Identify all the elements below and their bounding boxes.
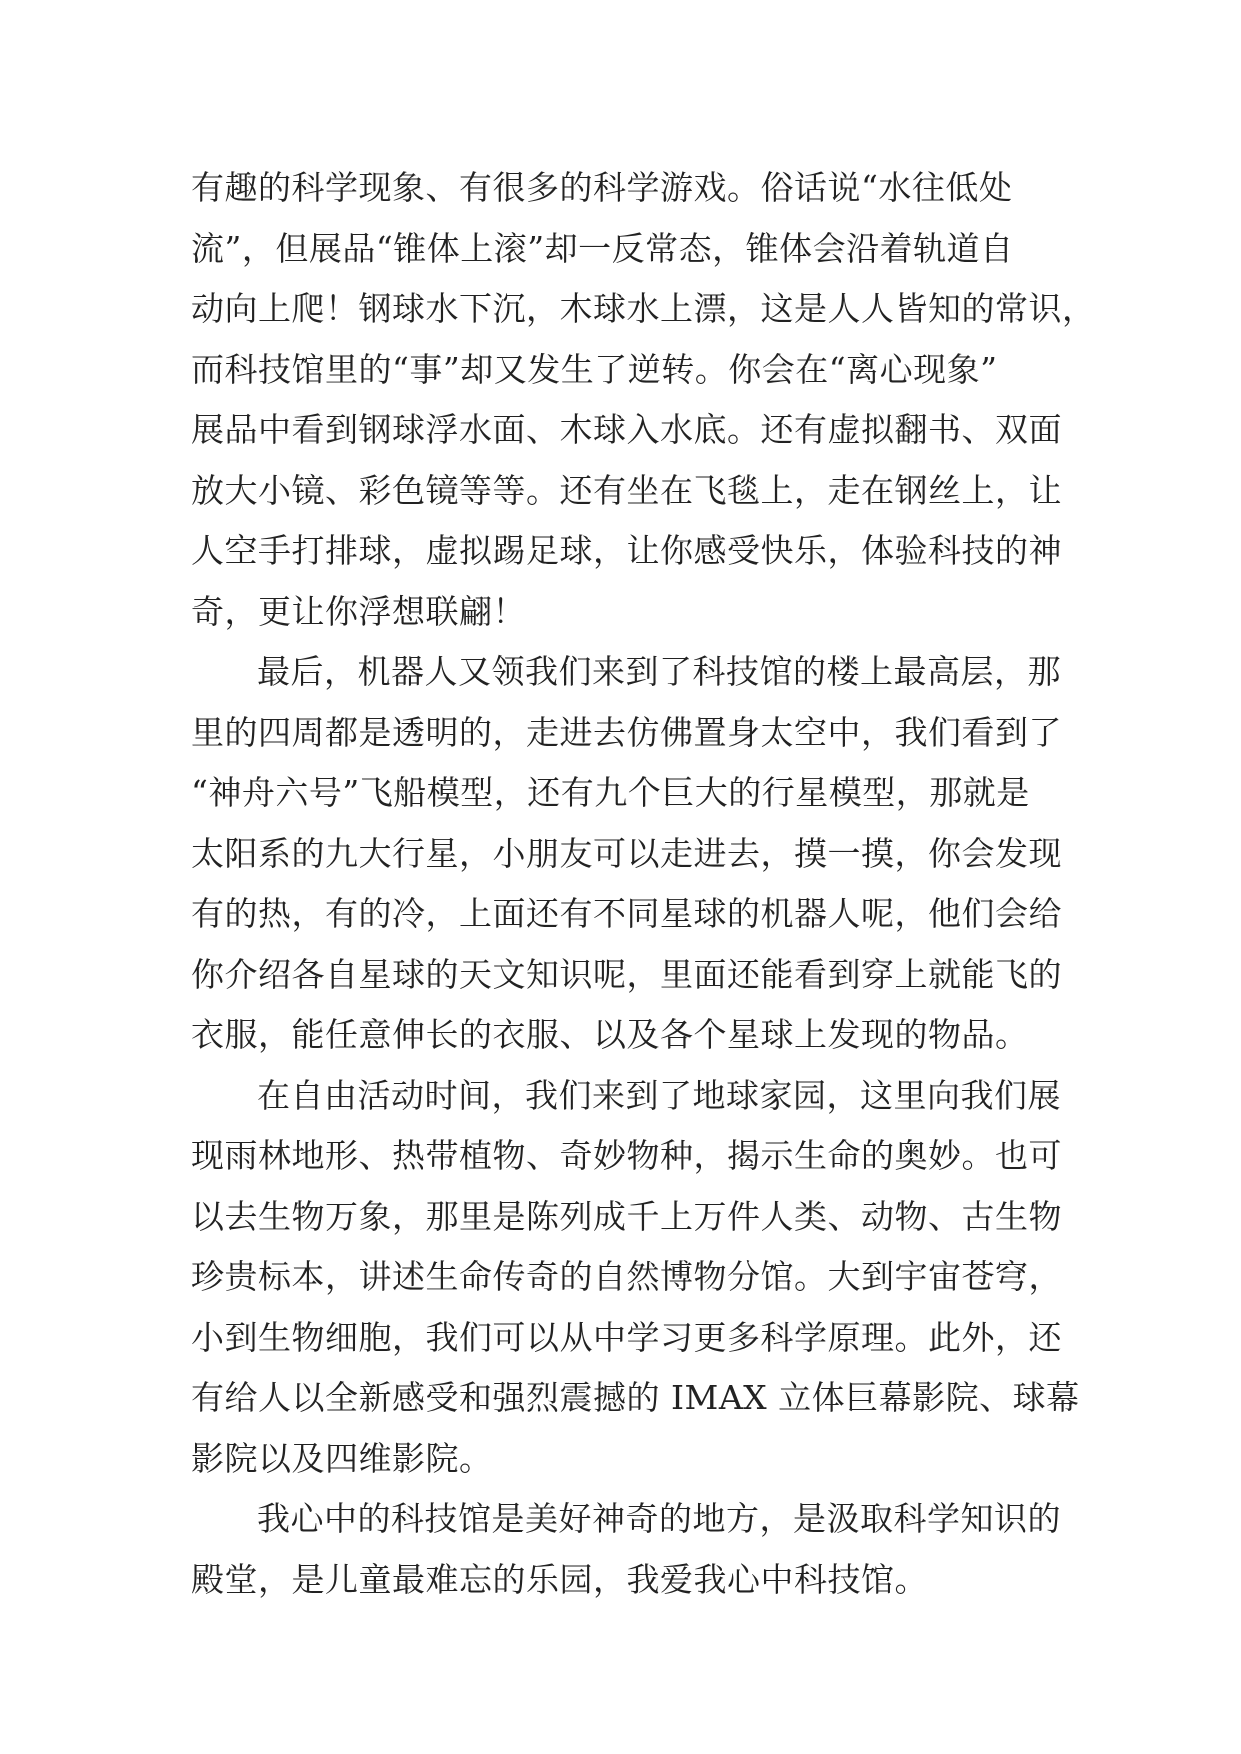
text-line: 以去生物万象，那里是陈列成千上万件人类、动物、古生物 <box>191 1196 1062 1236</box>
text-line: 里的四周都是透明的，走进去仿佛置身太空中，我们看到了 <box>191 712 1062 752</box>
paragraph-1 <box>191 158 1096 642</box>
text-line: “神舟六号”飞船模型，还有九个巨大的行星模型，那就是 <box>191 773 1030 812</box>
text-line: 而科技馆里的“事”却又发生了逆转。你会在“离心现象” <box>191 349 998 389</box>
text-line: 有给人以全新感受和强烈震撼的 IMAX 立体巨幕影院、球幕 <box>191 1378 1080 1417</box>
paragraph-2 <box>191 642 1062 1066</box>
text-line: 殿堂，是儿童最难忘的乐园，我爱我心中科技馆。 <box>191 1559 928 1599</box>
text-line: 动向上爬！钢球水下沉，木球水上漂，这是人人皆知的常识， <box>191 289 1096 328</box>
paragraph-4 <box>191 1489 1061 1610</box>
text-line: 影院以及四维影院。 <box>191 1438 493 1478</box>
text-line: 我心中的科技馆是美好神奇的地方，是汲取科学知识的 <box>257 1499 1061 1538</box>
text-line: 珍贵标本，讲述生命传奇的自然博物分馆。大到宇宙苍穹， <box>191 1257 1062 1296</box>
document-page <box>191 158 1096 1610</box>
text-line: 现雨林地形、热带植物、奇妙物种，揭示生命的奥妙。也可 <box>191 1136 1062 1175</box>
text-line: 人空手打排球，虚拟踢足球，让你感受快乐，体验科技的神 <box>191 531 1062 570</box>
text-line: 流”，但展品“锥体上滚”却一反常态，锥体会沿着轨道自 <box>191 228 1014 268</box>
text-line: 放大小镜、彩色镜等等。还有坐在飞毯上，走在钢丝上，让 <box>191 470 1062 510</box>
text-line: 衣服，能任意伸长的衣服、以及各个星球上发现的物品。 <box>191 1015 1029 1054</box>
text-line: 有趣的科学现象、有很多的科学游戏。俗话说“水往低处 <box>191 168 1013 207</box>
text-line: 有的热，有的冷，上面还有不同星球的机器人呢，他们会给 <box>191 894 1062 933</box>
text-line: 奇，更让你浮想联翩！ <box>191 591 526 631</box>
text-line: 展品中看到钢球浮水面、木球入水底。还有虚拟翻书、双面 <box>191 410 1062 449</box>
paragraph-3 <box>191 1066 1080 1490</box>
text-line: 太阳系的九大行星，小朋友可以走进去，摸一摸，你会发现 <box>191 833 1062 873</box>
text-line: 你介绍各自星球的天文知识呢，里面还能看到穿上就能飞的 <box>191 954 1062 994</box>
text-line: 小到生物细胞，我们可以从中学习更多科学原理。此外，还 <box>191 1317 1062 1357</box>
text-line: 最后，机器人又领我们来到了科技馆的楼上最高层，那 <box>257 652 1061 691</box>
text-line: 在自由活动时间，我们来到了地球家园，这里向我们展 <box>257 1075 1061 1115</box>
